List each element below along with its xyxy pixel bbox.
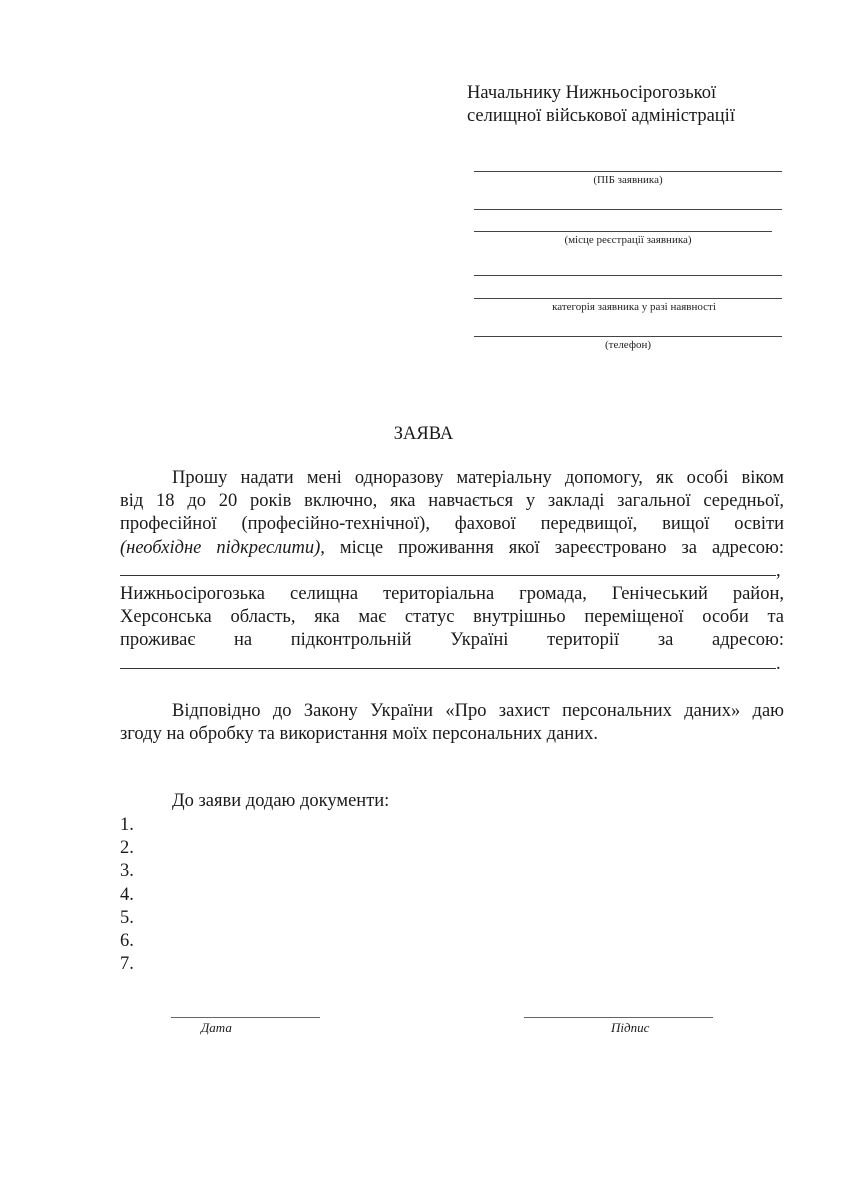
attachment-item[interactable]: 4. [120,884,134,905]
attachment-item[interactable]: 2. [120,838,134,859]
attachment-item[interactable]: 3. [120,861,134,882]
registration-address-blank [120,560,784,583]
consent-line-2: згоду на обробку та використання моїх персональних даних. [120,724,598,745]
registration-field-line-1[interactable] [474,209,782,210]
request-line-3: професійної (професійно-технічної), фахової передвищої, вищої освіти [120,514,784,535]
attachments-heading: До заяви додаю документи: [172,791,390,811]
addressee-block [467,82,735,128]
document-title: ЗАЯВА [393,424,454,444]
signature-caption: Підпис [611,1020,650,1035]
category-field-line-1[interactable] [474,275,782,276]
phone-caption: (телефон) [604,339,652,351]
category-caption: категорія заявника у разі наявності [552,301,716,313]
attachment-item[interactable]: 5. [120,907,134,928]
comma: , [776,560,781,581]
full-name-caption: (ПІБ заявника) [593,174,663,186]
request-line-2: від 18 до 20 років включно, яка навчається у закладі загальної середньої, [120,491,784,512]
request-line-8: проживає на підконтрольній Україні території за адресою: [120,630,784,651]
request-paragraph [120,467,784,676]
actual-address-blank [120,653,784,676]
category-field-line-2[interactable] [474,298,782,299]
request-line-4 [120,537,784,560]
registration-address-field[interactable] [120,560,776,576]
attachments-list [120,814,134,976]
full-name-field[interactable] [474,171,782,172]
request-line-6: Нижньосірогозька селищна територіальна громада, Генічеський район, [120,583,784,604]
registration-caption: (місце реєстрації заявника) [564,234,692,246]
date-caption: Дата [201,1020,232,1035]
addressee-line-1: Начальнику Нижньосірогозької [467,83,717,103]
signature-field[interactable] [524,1017,713,1018]
actual-address-field[interactable] [120,653,776,669]
attachment-item[interactable]: 1. [120,815,134,835]
request-line-7: Херсонська область, яка має статус внутрішньо переміщеної особи та [120,607,784,628]
consent-line-1: Відповідно до Закону України «Про захист персональних даних» даю [172,701,784,721]
registration-address-label: місце проживання якої зареєстровано за адресою: [339,537,784,558]
request-line-1: Прошу надати мені одноразову матеріальну допомогу, як особі віком [172,468,784,488]
registration-field-line-2[interactable] [474,231,772,232]
period: . [776,653,781,674]
phone-field[interactable] [474,336,782,337]
attachment-item[interactable]: 7. [120,954,134,975]
date-field[interactable] [171,1017,320,1018]
attachment-item[interactable]: 6. [120,931,134,952]
addressee-line-2: селищної військової адміністрації [467,106,735,126]
consent-paragraph [120,700,784,746]
underline-hint: (необхідне підкреслити), [120,537,325,558]
